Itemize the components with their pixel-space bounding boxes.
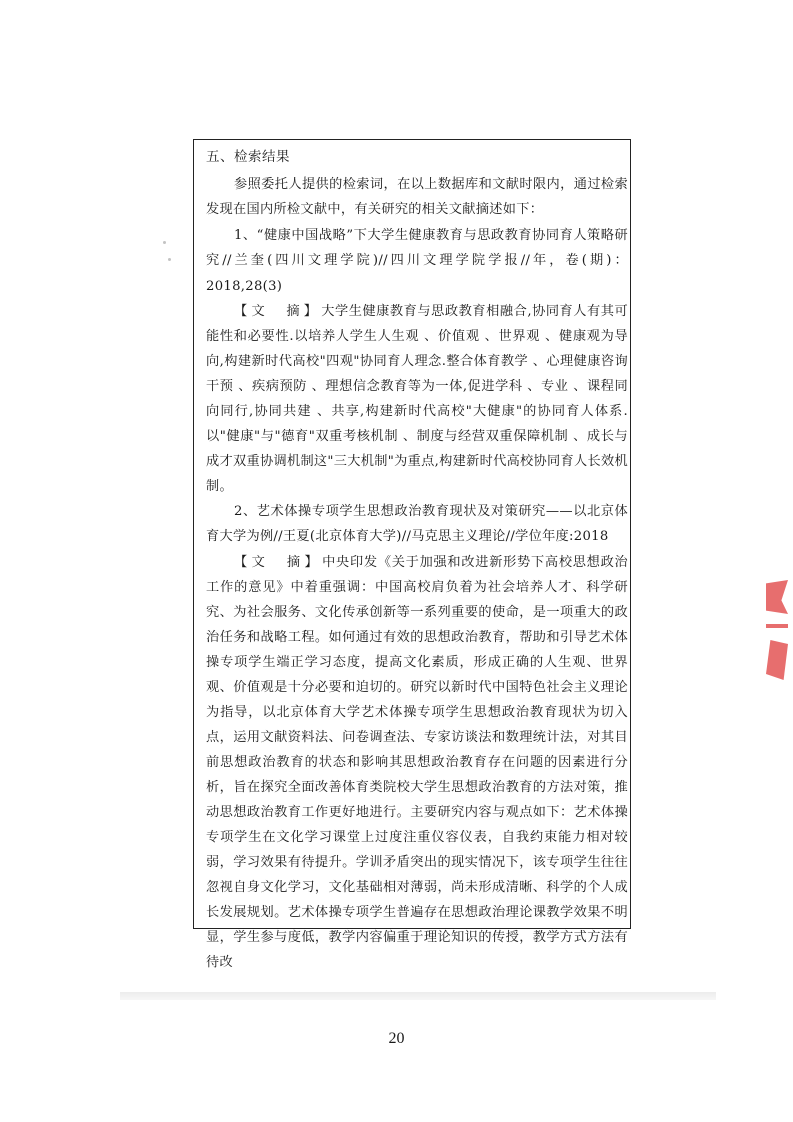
page-number: 20 — [388, 1030, 405, 1047]
document-body — [206, 172, 628, 975]
entry-2-abstract — [206, 550, 628, 975]
entry-1-citation: 1、“健康中国战略”下大学生健康教育与思政教育协同育人策略研究//兰奎(四川文理学院)//四川文理学院学报//年，卷(期)：2018,28(3) — [206, 227, 628, 294]
intro-paragraph: 参照委托人提供的检索词，在以上数据库和文献时限内，通过检索发现在国内所检文献中，有关研究的相关文献摘述如下： — [206, 177, 628, 218]
entry-1-abstract-label: 【文 摘】 — [234, 304, 322, 320]
entry-2-abstract-text: 中央印发《关于加强和改进新形势下高校思想政治工作的意见》中着重强调：中国高校肩负着为社会培养人才、科学研究、为社会服务、文化传承创新等一系列重要的使命，是一项重大的政治任务和战略工程。如何通过有效的思想政治教育，帮助和引导艺术体操专项学生端正学习态度，提高文化素质，形成正确的人生观、世界观、价值观是十分必要和迫切的。研究以新时代中国特色社会主义理论为指导，以北京体育大学艺术体操专项学生思想政治教育现状为切入点，运用文献资料法、问卷调查法、专家访谈法和数理统计法，对其目前思想政治教育的状态和影响其思想政治教育存在问题的因素进行分析，旨在探究全面改善体育类院校大学生思想政治教育的方法对策，推动思想政治教育工作更好地进行。主要研究内容与观点如下：艺术体操专项学生在文化学习课堂上过度注重仪容仪表，自我约束能力相对较弱，学习效果有待提升。学训矛盾突出的现实情况下，该专项学生往往忽视自身文化学习，文化基础相对薄弱，尚未形成清晰、科学的个人成长发展规划。艺术体操专项学生普遍存在思想政治理论课教学效果不明显，学生参与度低，教学内容偏重于理论知识的传授，教学方式方法有待改 — [206, 554, 628, 970]
red-seal-fragment — [766, 580, 788, 614]
entry-2-abstract-label: 【文 摘】 — [234, 554, 323, 570]
entry-2-citation: 2、艺术体操专项学生思想政治教育现状及对策研究——以北京体育大学为例//王夏(北京体育大学)//马克思主义理论//学位年度:2018 — [206, 504, 628, 545]
entry-1-abstract-text: 大学生健康教育与思政教育相融合,协同育人有其可能性和必要性.以培养人学生人生观 、价值观 、世界观 、健康观为导向,构建新时代高校"四观"协同育人理念.整合体育教学 、心理健康咨询干预 、疾病预防 、理想信念教育等为一体,促进学科 、专业 、课程同向同行,协同共建 、共享,构建新时代高校"大健康"的协同育人体系.以"健康"与"德育"双重考核机制 、制度与经营双重保障机制 、成长与成才双重协调机制这"三大机制"为重点,构建新时代高校协同育人长效机制。 — [206, 304, 629, 495]
section-heading: 五、检索结果 — [206, 149, 290, 165]
red-seal-fragment — [766, 640, 788, 680]
scan-speck — [163, 241, 166, 244]
entry-1-abstract — [206, 299, 628, 499]
scan-shadow-line — [120, 992, 716, 1000]
red-seal-fragment — [766, 624, 788, 628]
scan-speck — [168, 258, 171, 261]
